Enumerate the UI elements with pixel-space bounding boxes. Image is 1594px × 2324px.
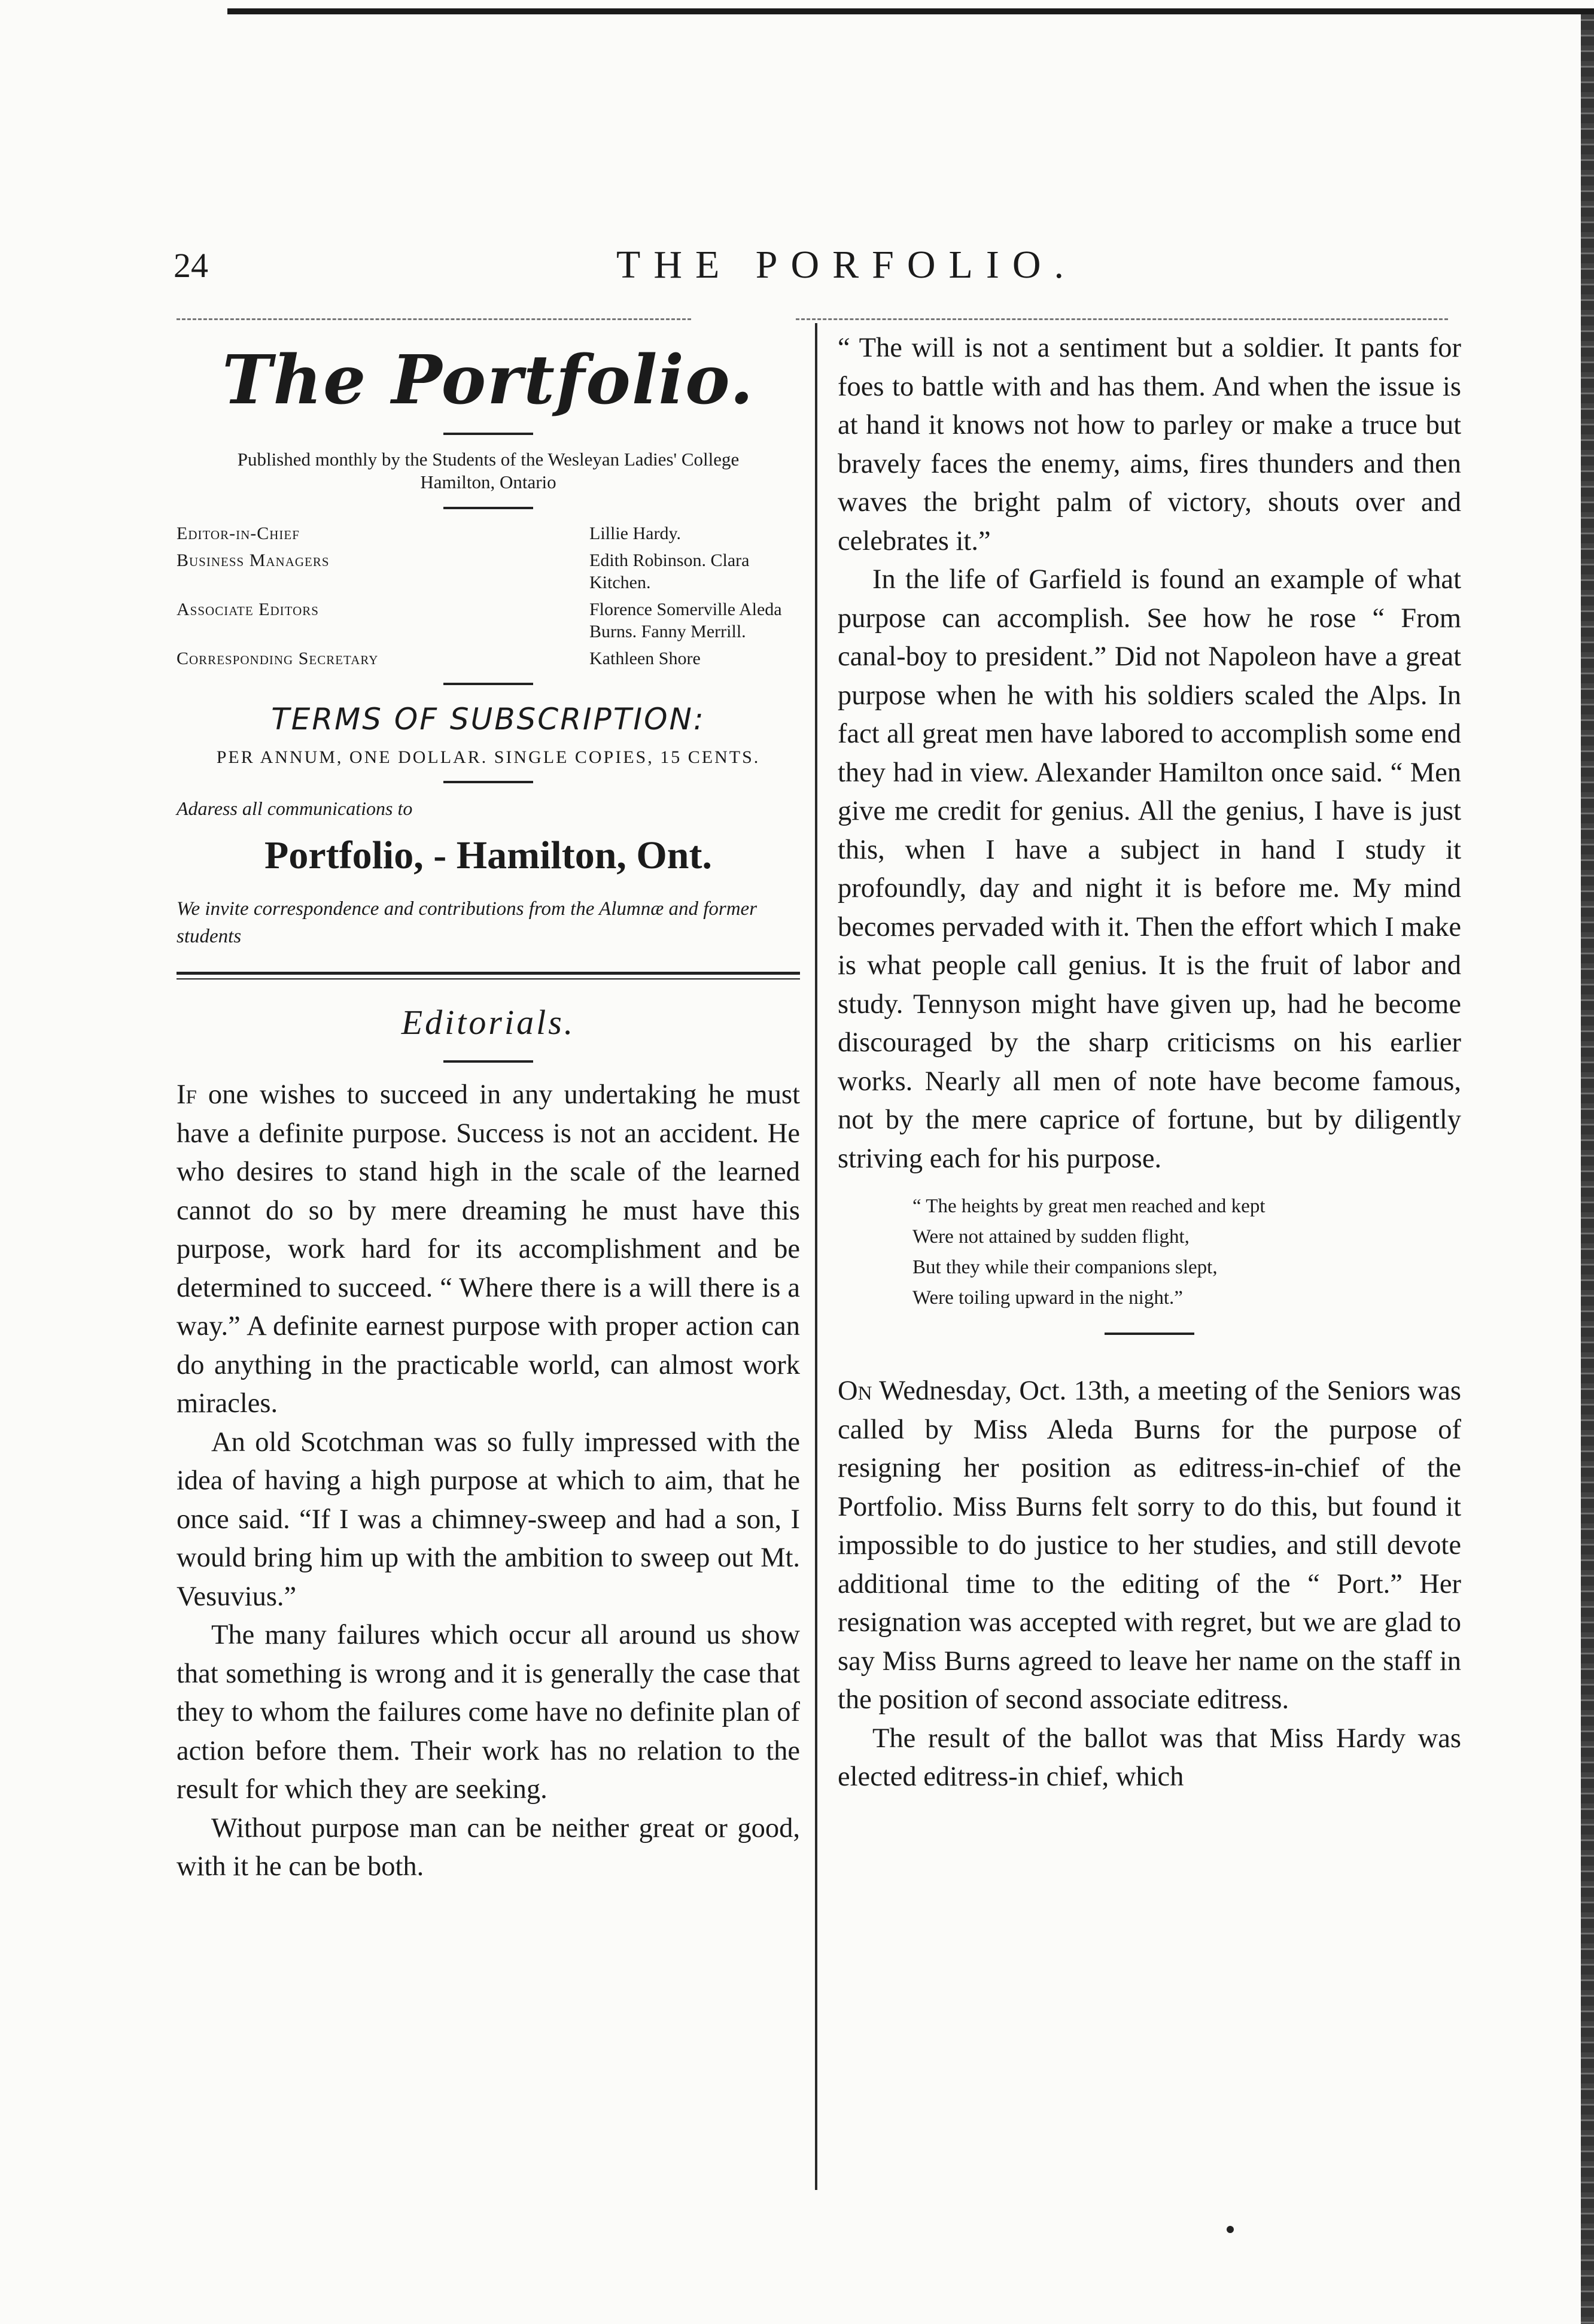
stray-mark [1227, 2226, 1234, 2233]
poem-line: Were toiling upward in the night.” [912, 1287, 1183, 1309]
editorial-paragraph [177, 1076, 800, 1423]
staff-names: Edith Robinson. Clara Kitchen. [589, 550, 750, 592]
staff-row [177, 549, 800, 594]
section-double-rule [177, 972, 800, 980]
staff-role: Editor-in-Chief [177, 524, 300, 543]
header-rule-left [177, 318, 691, 322]
header-rule-right [796, 318, 1448, 322]
poem-quote [912, 1191, 1461, 1313]
address-rule [443, 781, 533, 783]
staff-rule [443, 507, 533, 509]
editorials-heading: Editorials. [401, 1003, 576, 1042]
staff-role: Associate Editors [177, 600, 319, 619]
dropcap: On [838, 1376, 872, 1406]
invite-note: We invite correspondence and contributions from the Alumnæ and former students [177, 898, 758, 947]
terms-rule [443, 683, 533, 685]
address-note: Adaress all communications to [177, 798, 413, 819]
staff-row [177, 522, 800, 545]
staff-names: Florence Somerville Aleda Burns. Fanny Merrill. [589, 600, 782, 641]
staff-role: Corresponding Secretary [177, 649, 379, 668]
poem-line: Were not attained by sudden flight, [912, 1226, 1190, 1248]
page-edge-scan-artifact [1581, 14, 1594, 2324]
editorial-paragraph [177, 1809, 800, 1887]
editorial-paragraph: “ The will is not a sentiment but a soldier. It pants for foes to battle with and has them. And when the issue is at hand it knows not how to parley or make a truce but bravely faces the enemy, aims, fires thunders and then waves the bright palm of victory, shouts over and celebrates it.” [838, 333, 1461, 556]
spacer [838, 1348, 1461, 1372]
staff-row [177, 598, 800, 643]
poem-line: But they while their companions slept, [912, 1257, 1218, 1278]
left-column [177, 329, 800, 1887]
paragraph-text: The result of the ballot was that Miss Hardy was elected editress-in chief, which [838, 1723, 1461, 1792]
dropcap: If [177, 1079, 197, 1110]
address-line: Portfolio, - Hamilton, Ont. [264, 834, 712, 877]
news-paragraph [838, 1720, 1461, 1797]
poem-line: “ The heights by great men reached and kept [912, 1196, 1266, 1217]
paragraph-text: An old Scotchman was so fully impressed with the idea of having a high purpose at which to aim, that he once said. “If I was a chimney-sweep and had a son, I would bring him up with the ambition to sweep out Mt. Vesuvius.” [177, 1426, 800, 1612]
right-column [838, 329, 1461, 1797]
staff-list [177, 522, 800, 670]
staff-names: Lillie Hardy. [589, 524, 682, 543]
running-title: THE PORFOLIO. [616, 243, 1078, 287]
price-line: PER ANNUM, ONE DOLLAR. SINGLE COPIES, 15 CENTS. [216, 747, 761, 767]
masthead-title: The Portfolio. [222, 341, 755, 419]
editorial-paragraph: In the life of Garfield is found an example of what purpose can accomplish. See how he rose “ From canal-boy to president.” Did not Napoleon have a great purpose when he with his soldiers scaled the Alps. In fact all great men have labored to accomplish some end they had in view. Alexander Hamilton once said. “ Men give me credit for genius. All the genius, I have is just this, when I have a subject in hand I study it profoundly, day and night it is before me. My mind becomes pervaded with it. Then the effort which I make is what people call genius. It is the fruit of labor and study. Tennyson might have given up, had he become discouraged by the sharp criticisms on his earlier works. Nearly all men of note have become famous, not by the mere caprice of fortune, but by diligently striving each for his purpose. [838, 564, 1461, 1174]
news-paragraph [838, 1372, 1461, 1720]
staff-role: Business Managers [177, 550, 330, 570]
terms-heading: TERMS OF SUBSCRIPTION: [271, 702, 705, 737]
page-number: 24 [174, 246, 208, 285]
masthead-rule [443, 433, 533, 435]
editorials-rule [443, 1060, 533, 1063]
paragraph-text: Without purpose man can be neither great or good, with it he can be both. [177, 1812, 800, 1882]
paragraph-text: Wednesday, Oct. 13th, a meeting of the Seniors was called by Miss Aleda Burns for the purpose of resigning her position as editress-in-chief of the Portfolio. Miss Burns felt sorry to do this, but found it impossible to do justice to her studies, and still devote additional time to the editing of the “ Port.” Her resignation was accepted with regret, but we are glad to say Miss Burns agreed to leave her name on the staff in the position of second associate editress. [838, 1376, 1461, 1715]
staff-names: Kathleen Shore [589, 649, 701, 668]
paragraph-text: The many failures which occur all around us show that something is wrong and it is generally the case that they to whom the failures come have no definite plan of action before them. Their work has no relation to the result for which they are seeking. [177, 1620, 800, 1805]
column-divider [815, 323, 817, 2190]
editorial-paragraph [177, 1616, 800, 1809]
staff-row [177, 647, 800, 670]
editorial-paragraph [177, 1423, 800, 1617]
paragraph-text: one wishes to succeed in any undertaking he must have a definite purpose. Success is not an accident. He who desires to stand high in the scale of the learned cannot do so by mere dreaming he must have this purpose, work hard for its accomplishment and be determined to succeed. “ Where there is a will there is a way.” A definite earnest purpose with proper action can do anything in the practicable world, can almost work miracles. [177, 1079, 800, 1419]
news-rule [1105, 1333, 1194, 1335]
publisher-line: Published monthly by the Students of the Wesleyan Ladies' College Hamilton, Ontario [237, 449, 740, 492]
top-border-rule [227, 8, 1594, 14]
